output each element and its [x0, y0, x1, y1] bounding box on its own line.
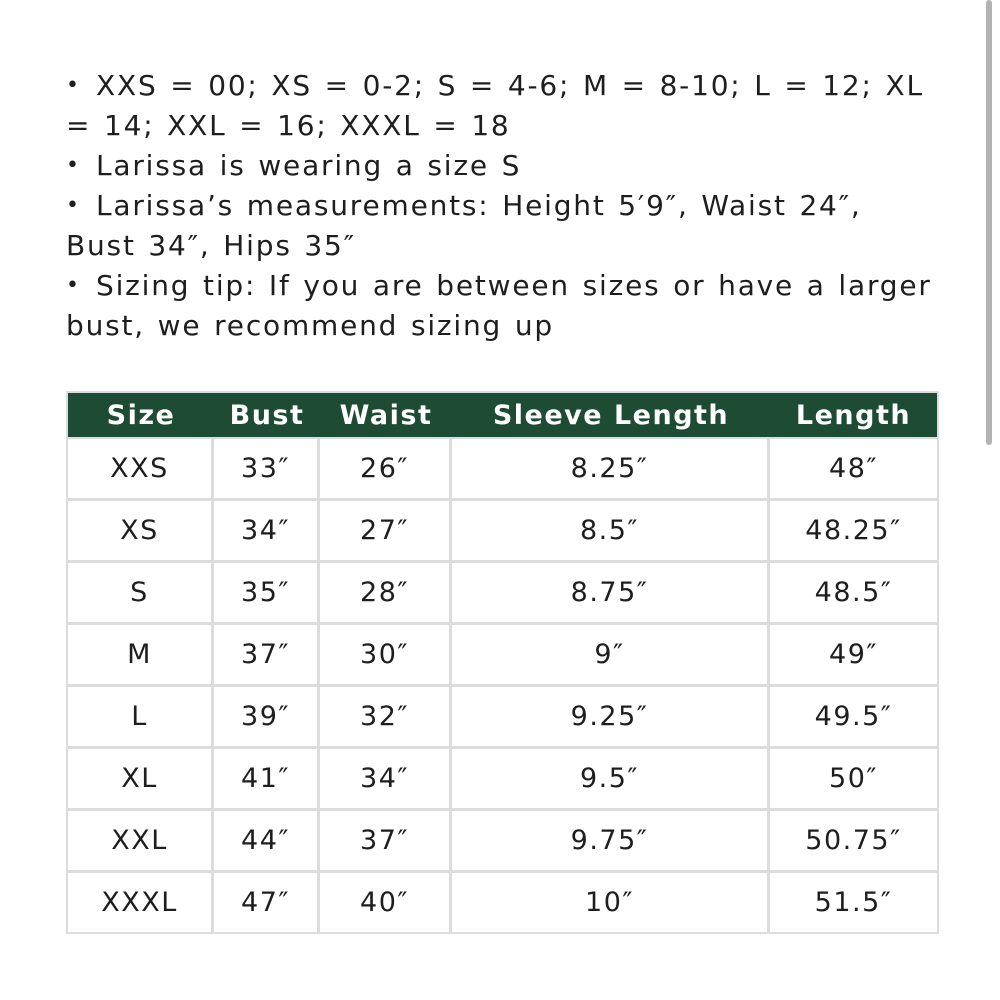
cell-sleeve-length: 9.5″: [452, 749, 770, 811]
cell-size: XXXL: [68, 873, 214, 932]
cell-waist: 37″: [320, 811, 452, 873]
cell-length: 48.25″: [770, 501, 937, 563]
cell-bust: 34″: [214, 501, 320, 563]
header-length: Length: [770, 393, 937, 439]
header-size: Size: [68, 393, 214, 439]
note-text: Larissa is wearing a size S: [96, 149, 522, 182]
cell-size: L: [68, 687, 214, 749]
note-size-conversion: [66, 66, 936, 146]
note-text: Larissa’s measurements: Height 5′9″, Waist 24″, Bust 34″, Hips 35″: [66, 189, 862, 262]
cell-size: XXL: [68, 811, 214, 873]
cell-sleeve-length: 8.75″: [452, 563, 770, 625]
cell-sleeve-length: 8.25″: [452, 439, 770, 501]
cell-length: 49.5″: [770, 687, 937, 749]
table-row: [68, 749, 937, 811]
cell-bust: 47″: [214, 873, 320, 932]
bullet-icon: •: [66, 73, 81, 98]
note-text: Sizing tip: If you are between sizes or have a larger bust, we recommend sizing up: [66, 269, 932, 342]
header-sleeve-length: Sleeve Length: [452, 393, 770, 439]
table-row: [68, 687, 937, 749]
cell-waist: 27″: [320, 501, 452, 563]
table-row: [68, 873, 937, 932]
cell-length: 48″: [770, 439, 937, 501]
table-row: [68, 439, 937, 501]
cell-size: XXS: [68, 439, 214, 501]
cell-waist: 30″: [320, 625, 452, 687]
table-row: [68, 625, 937, 687]
bullet-icon: •: [66, 153, 81, 178]
note-model-size: [66, 146, 936, 186]
cell-length: 49″: [770, 625, 937, 687]
sizing-notes: [66, 66, 936, 346]
cell-size: XL: [68, 749, 214, 811]
cell-sleeve-length: 8.5″: [452, 501, 770, 563]
header-bust: Bust: [214, 393, 320, 439]
cell-bust: 44″: [214, 811, 320, 873]
cell-size: XS: [68, 501, 214, 563]
vertical-scrollbar[interactable]: [986, 0, 992, 445]
cell-bust: 37″: [214, 625, 320, 687]
table-row: [68, 811, 937, 873]
cell-sleeve-length: 9″: [452, 625, 770, 687]
cell-waist: 34″: [320, 749, 452, 811]
cell-bust: 39″: [214, 687, 320, 749]
cell-size: M: [68, 625, 214, 687]
note-text: XXS = 00; XS = 0-2; S = 4-6; M = 8-10; L = 12; XL = 14; XXL = 16; XXXL = 18: [66, 69, 924, 142]
cell-sleeve-length: 9.75″: [452, 811, 770, 873]
table-row: [68, 563, 937, 625]
cell-length: 50.75″: [770, 811, 937, 873]
note-model-measurements: [66, 186, 936, 266]
size-chart-table: [66, 391, 939, 934]
cell-waist: 26″: [320, 439, 452, 501]
cell-length: 50″: [770, 749, 937, 811]
cell-waist: 32″: [320, 687, 452, 749]
cell-length: 51.5″: [814, 887, 893, 918]
table-header-row: [68, 393, 937, 439]
cell-bust: 41″: [214, 749, 320, 811]
cell-waist: 28″: [320, 563, 452, 625]
header-waist: Waist: [320, 393, 452, 439]
cell-sleeve-length: 9.25″: [452, 687, 770, 749]
cell-length: 48.5″: [770, 563, 937, 625]
note-sizing-tip: [66, 266, 936, 346]
cell-size: S: [68, 563, 214, 625]
cell-bust: 33″: [214, 439, 320, 501]
bullet-icon: •: [66, 193, 81, 218]
table-row: [68, 501, 937, 563]
cell-bust: 35″: [214, 563, 320, 625]
bullet-icon: •: [66, 273, 81, 298]
cell-waist: 40″: [320, 873, 452, 932]
cell-sleeve-length: 10″: [452, 873, 770, 932]
